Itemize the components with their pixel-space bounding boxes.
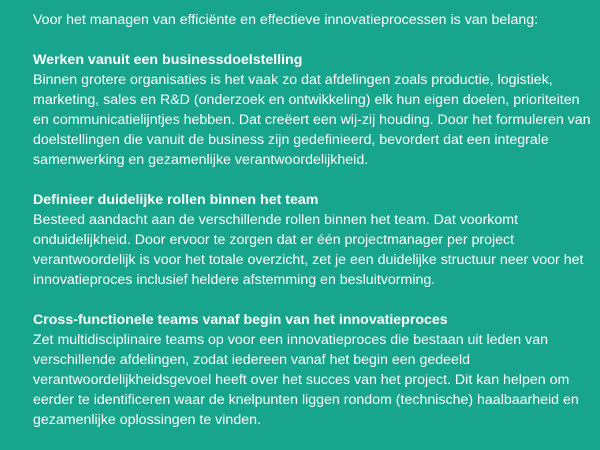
section-business-goal [33,50,593,170]
section-title: Definieer duidelijke rollen binnen het team [33,192,319,208]
intro-paragraph: Voor het managen van efficiënte en effectieve innovatieprocessen is van belang: [33,12,539,28]
document-content [33,10,593,450]
section-team-roles [33,190,593,290]
section-title: Cross-functionele teams vanaf begin van het innovatieproces [33,312,448,328]
section-cross-functional-teams [33,310,593,430]
section-body: Zet multidisciplinaire teams op voor een innovatieproces die bestaan uit leden van verschillende afdelingen, zodat iedereen vanaf het begin een gedeeld verantwoordelijkheidsgevoel heeft over het succes van het project. Dit kan helpen om eerder te identificeren waar de knelpunten liggen rondom (technische) haalbaarheid en gezamenlijke oplossingen te vinden. [33,332,579,428]
section-title: Werken vanuit een businessdoelstelling [33,52,303,68]
section-body: Besteed aandacht aan de verschillende rollen binnen het team. Dat voorkomt onduidelijkheid. Door ervoor te zorgen dat er één projectmanager per project verantwoordelijk is voor het totale overzicht, zet je een duidelijke structuur neer voor het innovatieproces inclusief heldere afstemming en besluitvorming. [33,212,584,288]
section-body: Binnen grotere organisaties is het vaak zo dat afdelingen zoals productie, logistiek, marketing, sales en R&D (onderzoek en ontwikkeling) elk hun eigen doelen, prioriteiten en communicatielijntjes hebben. Dat creëert een wij-zij houding. Door het formuleren van doelstellingen die vanuit de business zijn gedefinieerd, bevordert dat een integrale samenwerking en gezamenlijke verantwoordelijkheid. [33,72,591,168]
